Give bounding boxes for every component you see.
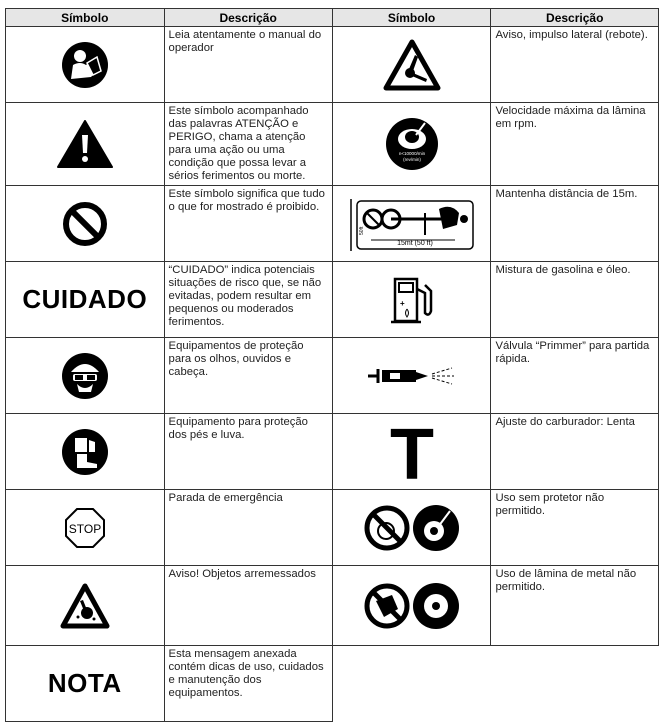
description: Ajuste do carburador: Lenta [491,414,659,490]
empty-cell [332,646,658,722]
blade-speed-icon [332,103,491,186]
table-row [6,186,659,262]
header-row [6,9,659,27]
stop-label: STOP [68,521,101,536]
table-row [6,566,659,646]
carburetor-slow-icon [332,414,491,490]
table-row [6,262,659,338]
speed-unit-label: (rev/min) [402,157,421,162]
description: Válvula “Primmer” para partida rápida. [491,338,659,414]
symbols-table [5,8,659,722]
table-row [6,103,659,186]
no-metal-blade-icon [332,566,491,646]
description: Uso de lâmina de metal não permitido. [491,566,659,646]
description: Leia atentamente o manual do operador [164,27,332,103]
description: Aviso! Objetos arremessados [164,566,332,646]
header-symbol: Símbolo [6,9,165,27]
svg-text:T: T [389,422,434,481]
thrown-objects-icon [6,566,165,646]
caution-label: CUIDADO [6,262,165,338]
protective-equipment-icon [6,338,165,414]
description: Equipamento para proteção dos pés e luva. [164,414,332,490]
table-row [6,646,659,722]
description: Este símbolo acompanhado das palavras ATENÇÃO e PERIGO, chama a atenção para uma ação ou uma condição que possa levar a sérios ferimentos ou morte. [164,103,332,186]
table-row [6,27,659,103]
description: Velocidade máxima da lâmina em rpm. [491,103,659,186]
distance-vertical-label: 50ft [358,226,365,235]
table-row [6,338,659,414]
description: “CUIDADO” indica potenciais situações de risco que, se não evitadas, podem resultar em pequenos ou moderados ferimentos. [164,262,332,338]
read-manual-icon [6,27,165,103]
table-row [6,490,659,566]
description: Parada de emergência [164,490,332,566]
svg-text:+: + [399,298,405,308]
description: Este símbolo significa que tudo o que for mostrado é proibido. [164,186,332,262]
kickback-warning-icon [332,27,491,103]
feet-hands-protection-icon [6,414,165,490]
header-description: Descrição [491,9,659,27]
description: Mantenha distância de 15m. [491,186,659,262]
header-description: Descrição [164,9,332,27]
table-row [6,414,659,490]
description: Mistura de gasolina e óleo. [491,262,659,338]
fuel-mix-icon [332,262,491,338]
stop-icon [6,490,165,566]
prohibited-icon [6,186,165,262]
description: Esta mensagem anexada contém dicas de uso, cuidados e manutenção dos equipamentos. [164,646,332,722]
description: Equipamentos de proteção para os olhos, ouvidos e cabeça. [164,338,332,414]
description: Aviso, impulso lateral (rebote). [491,27,659,103]
no-guard-icon [332,490,491,566]
note-label: NOTA [6,646,165,722]
description: Uso sem protetor não permitido. [491,490,659,566]
speed-label: n<10000/min [398,151,425,156]
keep-distance-icon [332,186,491,262]
header-symbol: Símbolo [332,9,491,27]
primer-bulb-icon [332,338,491,414]
distance-label: 15mt (50 ft) [396,239,433,247]
warning-triangle-icon [6,103,165,186]
